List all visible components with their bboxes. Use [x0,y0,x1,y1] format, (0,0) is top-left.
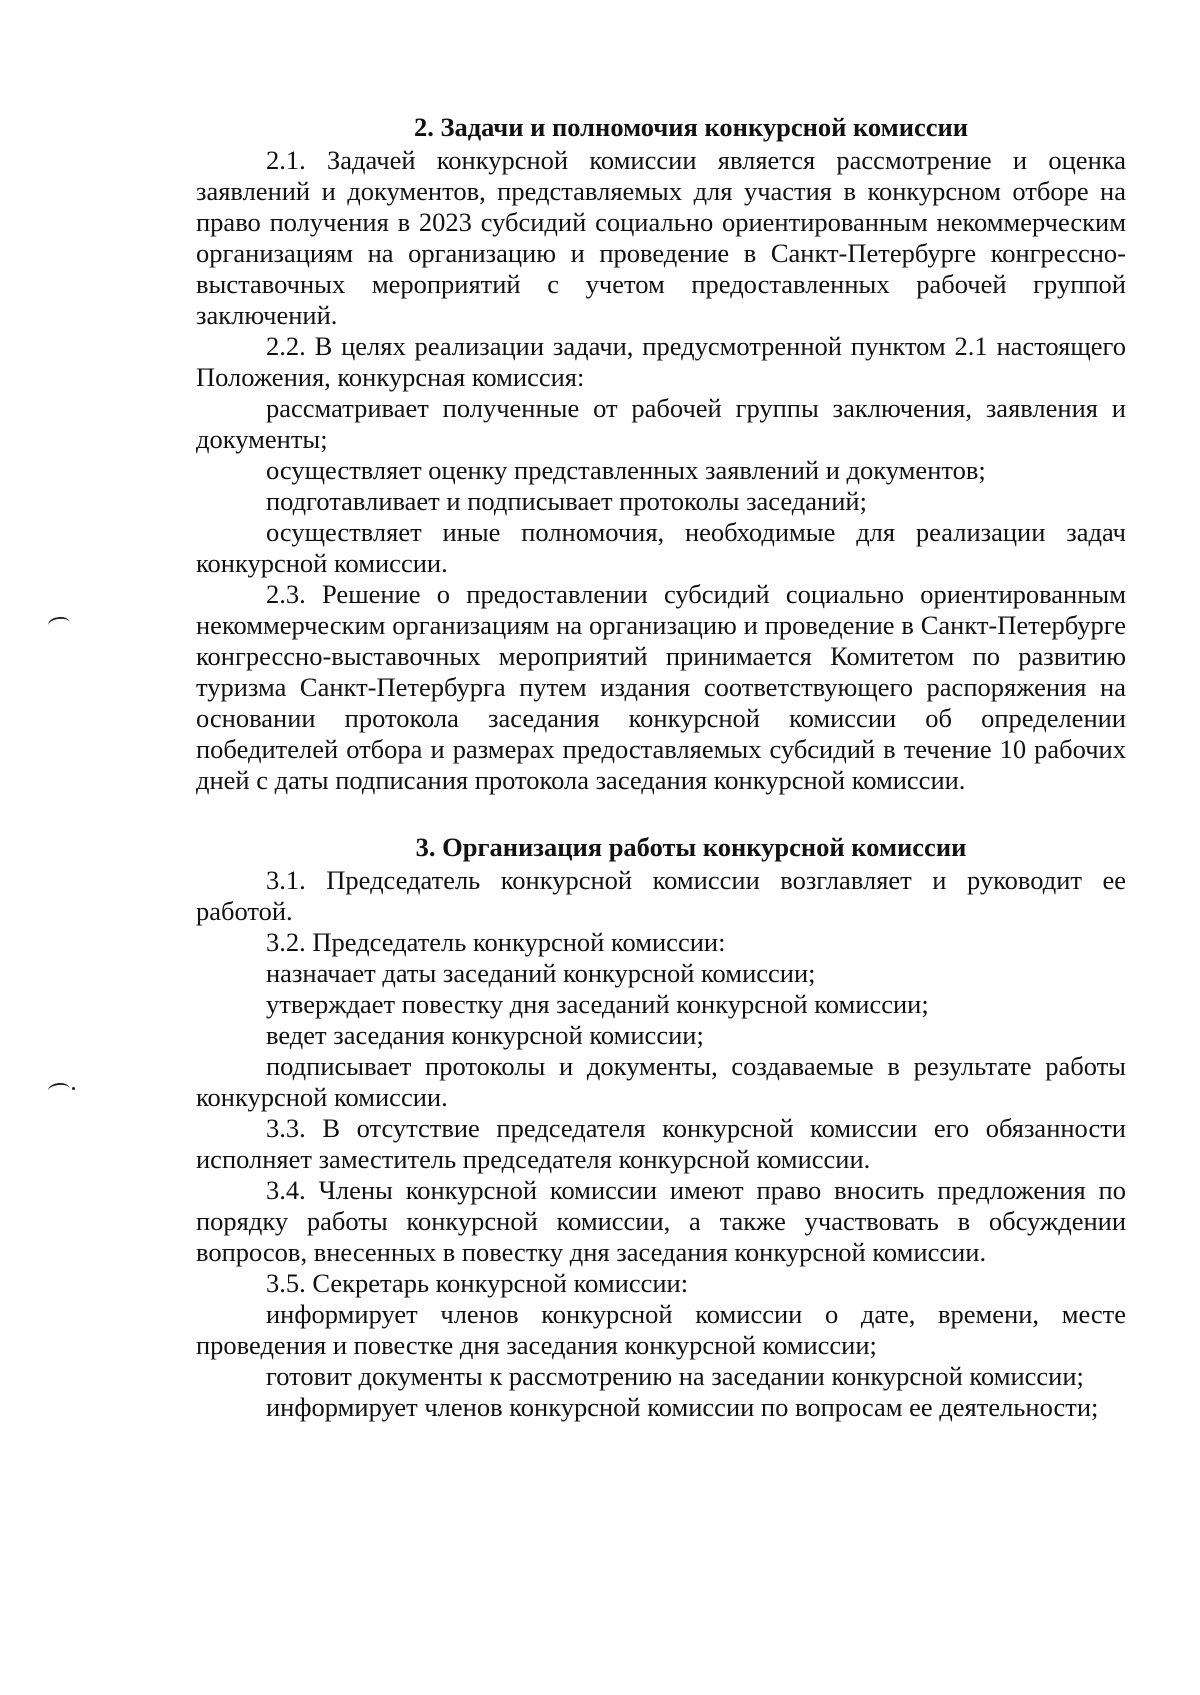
paragraph-3-4: 3.4. Члены конкурсной комиссии имеют право вносить предложения по порядку работы конкурсной комиссии, а также участвовать в обсуждении вопросов, внесенных в повестку дня заседания конкурсной комиссии. [196,1175,1126,1267]
list-item: осуществляет оценку представленных заявлений и документов; [266,455,986,485]
list-item: подготавливает и подписывает протоколы заседаний; [266,486,867,516]
list-item: ведет заседания конкурсной комиссии; [266,1020,704,1050]
paragraph-2-3: 2.3. Решение о предоставлении субсидий социально ориентированным некоммерческим организациям на организацию и проведение в Санкт-Петербурге конгрессно-выставочных мероприятий принимается Комитетом по развитию туризма Санкт-Петербурга путем издания соответствующего распоряжения на основании протокола заседания конкурсной комиссии об определении победителей отбора и размерах предоставляемых субсидий в течение 10 рабочих дней с даты подписания протокола заседания конкурсной комиссии. [196,579,1126,795]
margin-dot [72,1087,75,1090]
paragraph-3-5: 3.5. Секретарь конкурсной комиссии: [266,1268,689,1298]
list-item: информирует членов конкурсной комиссии о дате, времени, месте проведения и повестке дня заседания конкурсной комиссии; [196,1299,1126,1360]
list-item: информирует членов конкурсной комиссии по вопросам ее деятельности; [266,1392,1099,1422]
list-item: готовит документы к рассмотрению на заседании конкурсной комиссии; [266,1361,1084,1391]
list-item: подписывает протоколы и документы, создаваемые в результате работы конкурсной комиссии. [196,1051,1126,1112]
section-3-title: 3. Организация работы конкурсной комиссии [415,832,967,862]
section-2-title: 2. Задачи и полномочия конкурсной комиссии [413,112,969,142]
paragraph-3-3: 3.3. В отсутствие председателя конкурсной комиссии его обязанности исполняет заместитель председателя конкурсной комиссии. [196,1113,1126,1174]
paragraph-3-2: 3.2. Председатель конкурсной комиссии: [266,927,726,957]
paragraph-2-1: 2.1. Задачей конкурсной комиссии является рассмотрение и оценка заявлений и документов, представляемых для участия в конкурсном отборе на право получения в 2023 субсидий социально ориентированным некоммерческим организациям на организацию и проведение в Санкт-Петербурге конгрессно-выставочных мероприятий с учетом предоставленных рабочей группой заключений. [196,145,1126,330]
list-item: назначает даты заседаний конкурсной комиссии; [266,958,816,988]
margin-mark [47,1082,70,1098]
list-item: осуществляет иные полномочия, необходимые для реализации задач конкурсной комиссии. [196,517,1126,578]
document-body [196,112,1126,1423]
list-item: рассматривает полученные от рабочей группы заключения, заявления и документы; [196,393,1126,454]
margin-mark [47,616,71,633]
paragraph-3-1: 3.1. Председатель конкурсной комиссии возглавляет и руководит ее работой. [196,865,1126,926]
paragraph-2-2: 2.2. В целях реализации задачи, предусмотренной пунктом 2.1 настоящего Положения, конкурсная комиссия: [196,331,1126,392]
list-item: утверждает повестку дня заседаний конкурсной комиссии; [266,989,929,1019]
